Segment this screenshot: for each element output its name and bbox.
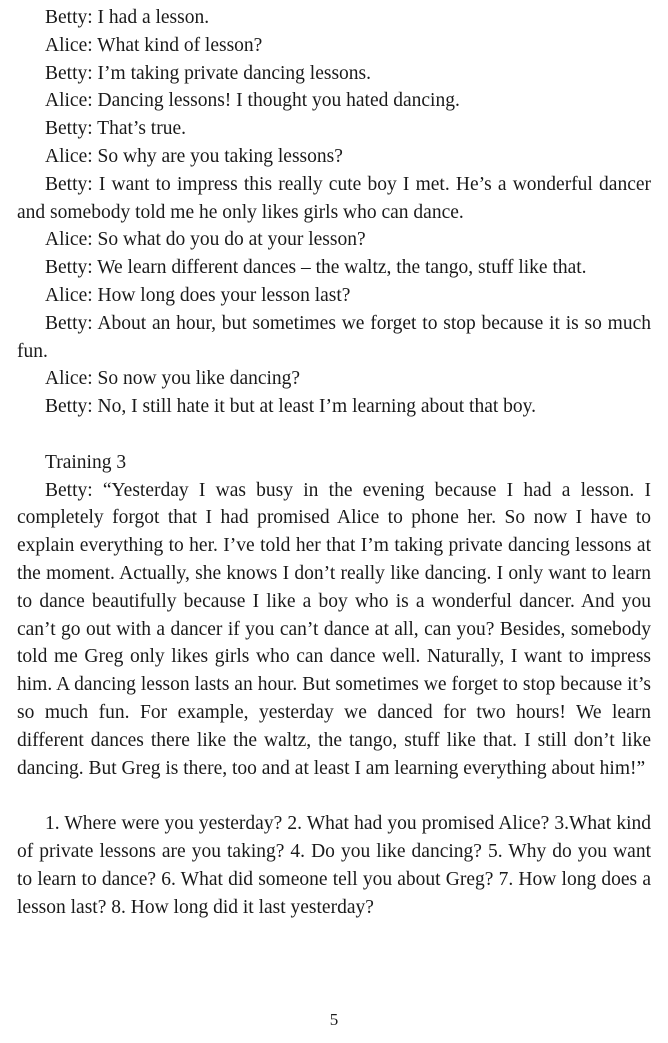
dialogue-line: Alice: So now you like dancing? xyxy=(45,368,301,390)
section-gap xyxy=(17,421,651,449)
dialogue-line: Alice: So why are you taking lessons? xyxy=(45,145,343,167)
dialogue-line: Alice: Dancing lessons! I thought you hated dancing. xyxy=(45,90,460,112)
questions-paragraph: 1. Where were you yesterday? 2. What had you promised Alice? 3.What kind of private lessons are you taking? 4. Do you like dancing? 5. Why do you want to learn to dance? 6. What did someone tell you about Greg? 7. How long does a lesson last? 8. How long did it last yesterday? xyxy=(17,813,651,918)
dialogue-line: Betty: I’m taking private dancing lessons. xyxy=(45,62,372,84)
dialogue-line: Alice: What kind of lesson? xyxy=(45,34,263,56)
page-number: 5 xyxy=(329,1010,339,1029)
page-body xyxy=(17,4,651,921)
dialogue-line: Betty: No, I still hate it but at least I’m learning about that boy. xyxy=(45,396,537,418)
dialogue-line: Betty: That’s true. xyxy=(45,118,186,140)
dialogue-line: Betty: I want to impress this really cute boy I met. He’s a wonderful dancer and somebody told me he only likes girls who can dance. xyxy=(17,173,651,223)
dialogue-line: Betty: I had a lesson. xyxy=(45,7,210,28)
section-gap xyxy=(17,782,651,810)
monologue-paragraph: Betty: “Yesterday I was busy in the evening because I had a lesson. I completely forgot that I had promised Alice to phone her. So now I have to explain everything to her. I’ve told her that I’m taking private dancing lessons at the moment. Actually, she knows I don’t really like dancing. I only want to learn to dance beautifully because I like a boy who is a wonderful dancer. And you can’t go out with a dancer if you can’t dance at all, can you? Besides, somebody told me Greg only likes girls who can dance well. Naturally, I want to impress him. A dancing lesson lasts an hour. But sometimes we forget to stop because it’s so much fun. For example, yesterday we danced for two hours! We learn different dances there like the waltz, the tango, stuff like that. I still don’t like dancing. But Greg is there, too and at least I am learning everything about him!” xyxy=(17,479,651,779)
dialogue xyxy=(17,4,651,421)
dialogue-line: Alice: So what do you do at your lesson? xyxy=(45,229,366,251)
dialogue-line: Alice: How long does your lesson last? xyxy=(45,284,351,306)
dialogue-line: Betty: About an hour, but sometimes we forget to stop because it is so much fun. xyxy=(17,312,651,362)
section-heading: Training 3 xyxy=(45,451,127,473)
dialogue-line: Betty: We learn different dances – the waltz, the tango, stuff like that. xyxy=(45,257,587,279)
